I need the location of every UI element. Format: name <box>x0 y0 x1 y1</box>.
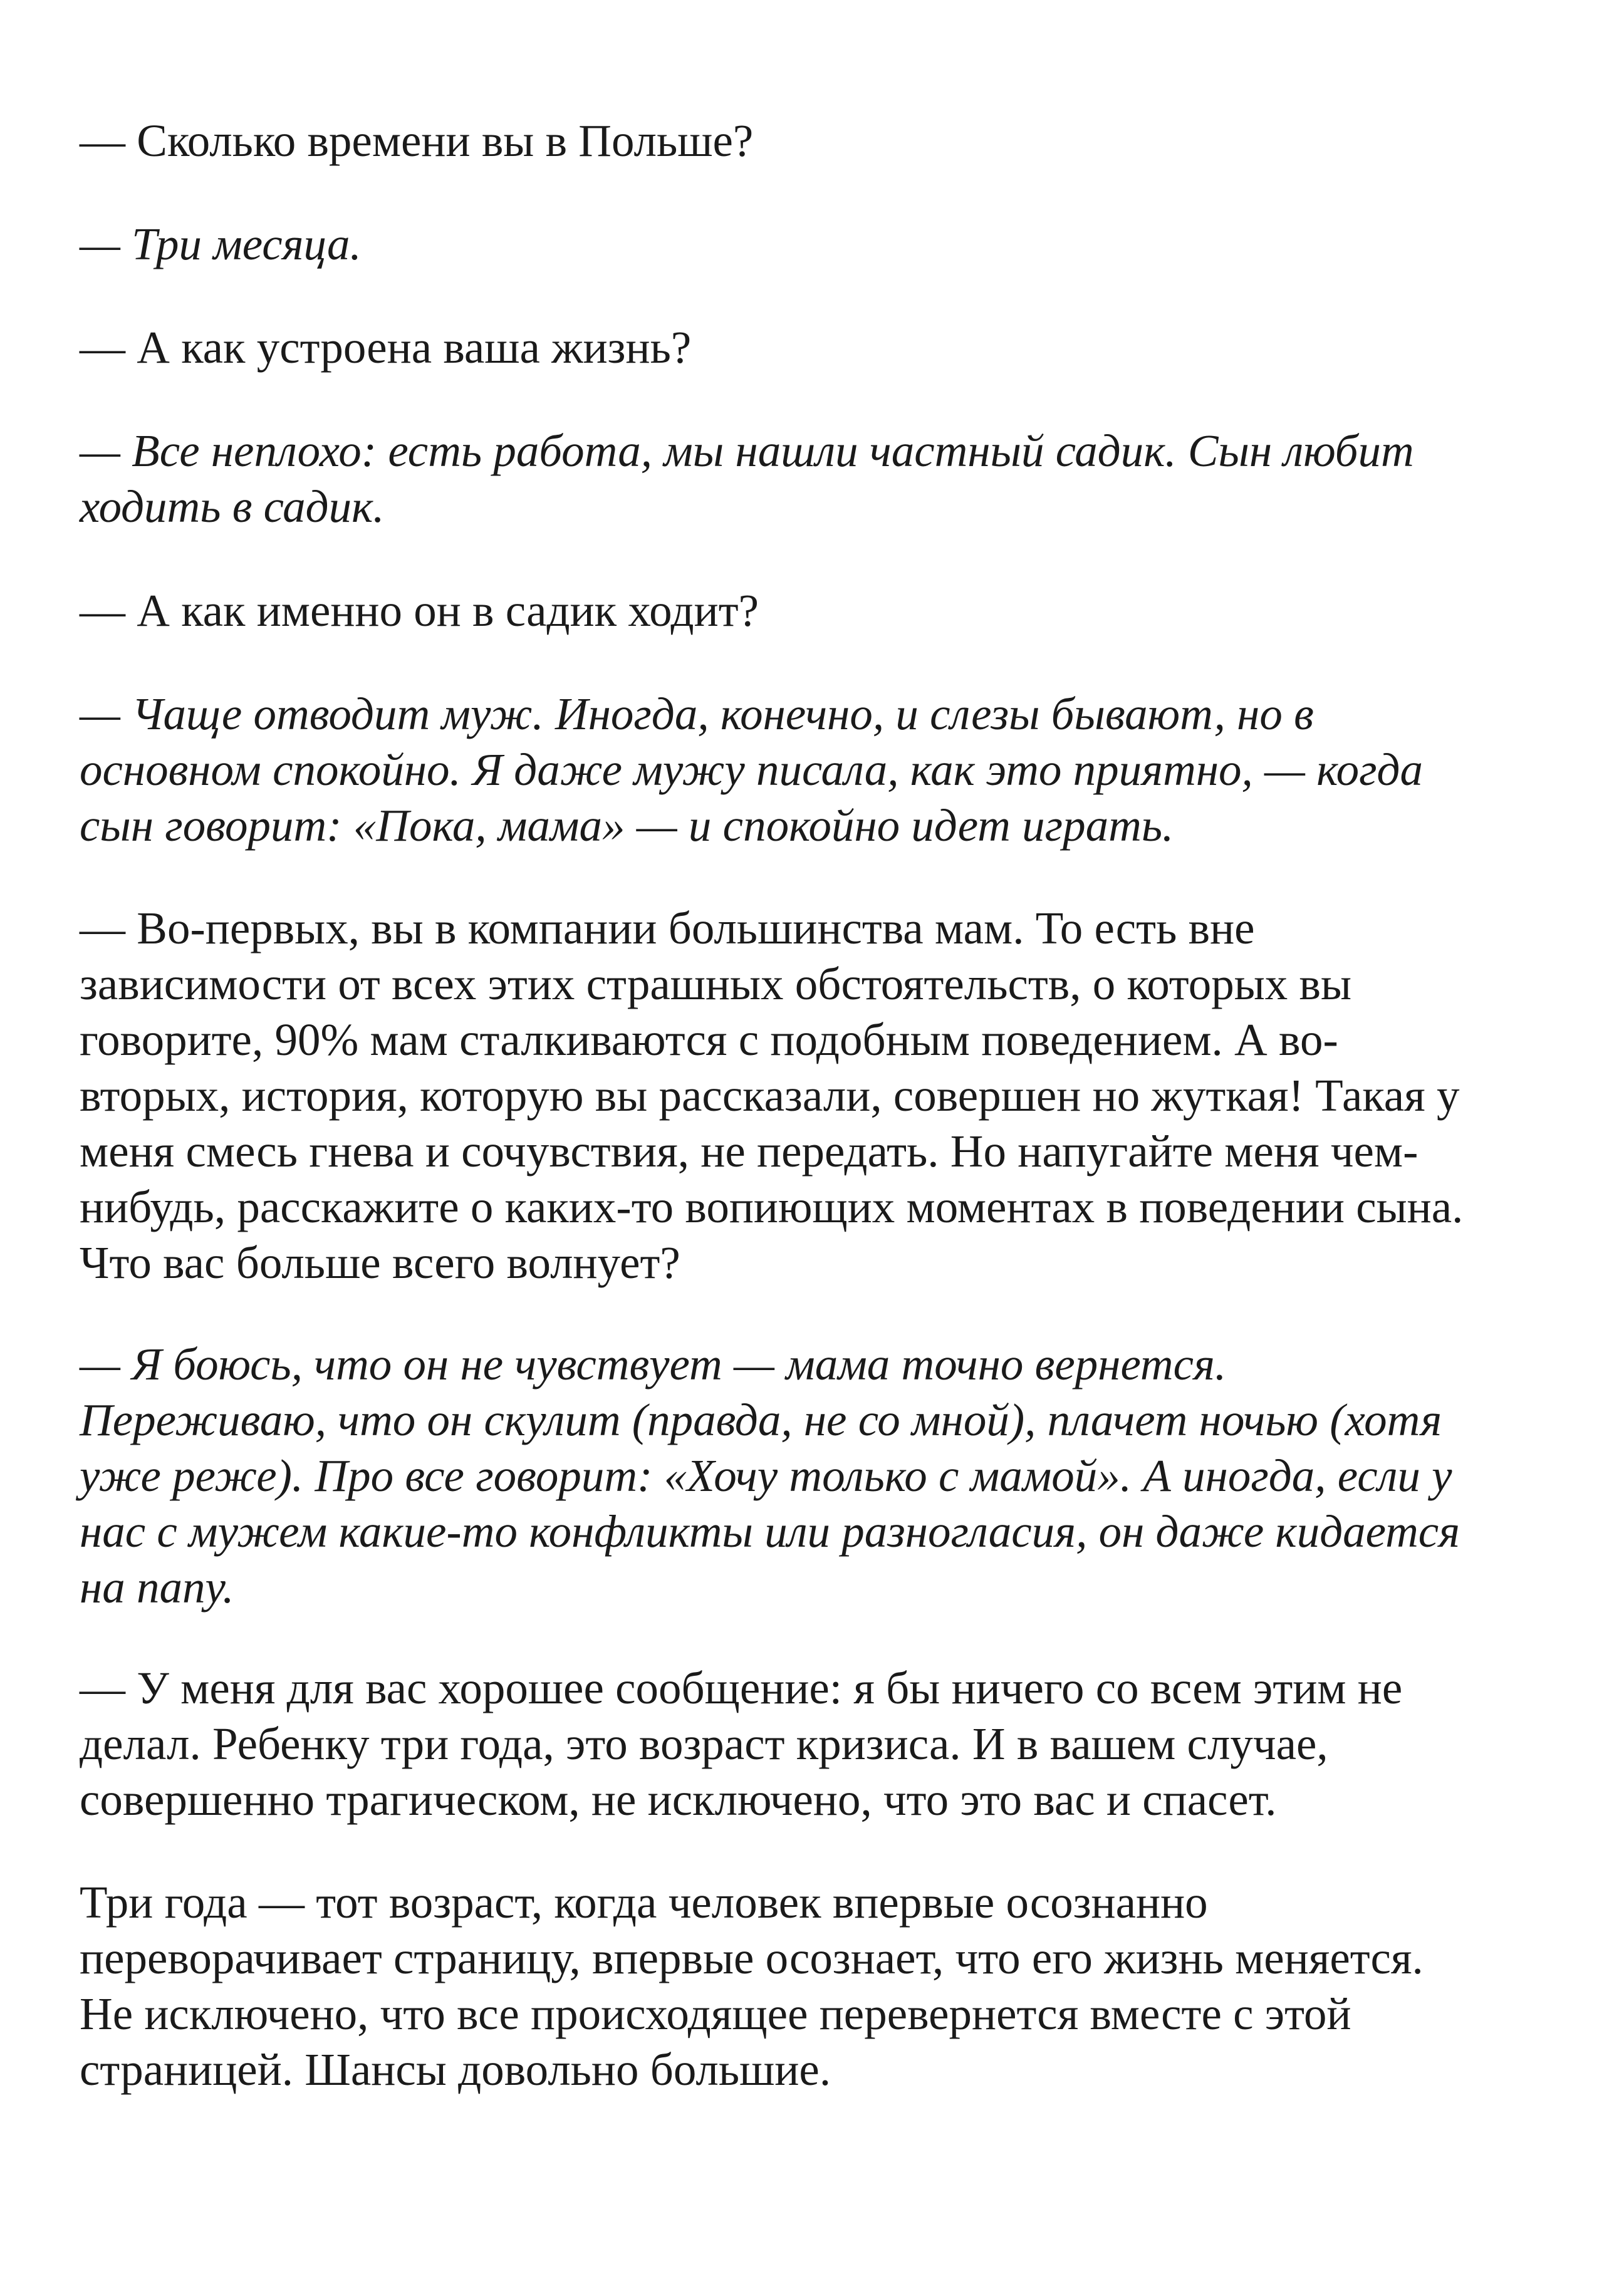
text-line: Что вас больше всего волнует? <box>80 1237 680 1288</box>
text-line: — А как устроена ваша жизнь? <box>80 322 692 373</box>
text-line: вторых, история, которую вы рассказали, совершен но жуткая! Такая у <box>80 1070 1460 1121</box>
paragraph-narration <box>80 1874 1558 2097</box>
paragraph-answer <box>80 1336 1558 1615</box>
text-line: меня смесь гнева и сочувствия, не передать. Но напугайте меня чем- <box>80 1126 1418 1177</box>
text-line: — Чаще отводит муж. Иногда, конечно, и слезы бывают, но в <box>80 688 1314 739</box>
paragraph-answer <box>80 216 1558 272</box>
text-line: — Три месяца. <box>80 219 362 269</box>
paragraph-question <box>80 900 1558 1291</box>
paragraph-answer <box>80 423 1558 534</box>
text-line: — Все неплохо: есть работа, мы нашли частный садик. Сын любит <box>80 425 1414 476</box>
text-line: сын говорит: «Пока, мама» — и спокойно идет играть. <box>80 800 1174 851</box>
paragraph-question <box>80 583 1558 638</box>
text-line: — Во-первых, вы в компании большинства мам. То есть вне <box>80 903 1255 953</box>
text-line: — Я боюсь, что он не чувствует — мама точно вернется. <box>80 1339 1227 1390</box>
text-line: уже реже). Про все говорит: «Хочу только с мамой». А иногда, если у <box>80 1450 1452 1501</box>
text-line: ходить в садик. <box>80 481 385 532</box>
text-line: делал. Ребенку три года, это возраст кризиса. И в вашем случае, <box>80 1718 1328 1769</box>
text-line: на папу. <box>80 1562 234 1613</box>
text-line: совершенно трагическом, не исключено, что это вас и спасет. <box>80 1774 1277 1825</box>
text-line: Не исключено, что все происходящее перевернется вместе с этой <box>80 1988 1351 2039</box>
text-line: нибудь, расскажите о каких-то вопиющих моментах в поведении сына. <box>80 1182 1464 1232</box>
text-line: нас с мужем какие-то конфликты или разногласия, он даже кидается <box>80 1506 1460 1557</box>
text-line: — А как именно он в садик ходит? <box>80 585 759 636</box>
paragraph-question <box>80 1660 1558 1827</box>
text-line: Три года — тот возраст, когда человек впервые осознанно <box>80 1877 1208 1928</box>
text-line: страницей. Шансы довольно большие. <box>80 2044 831 2095</box>
text-line: основном спокойно. Я даже мужу писала, как это приятно, — когда <box>80 744 1423 795</box>
paragraph-answer <box>80 686 1558 853</box>
text-line: Переживаю, что он скулит (правда, не со мной), плачет ночью (хотя <box>80 1395 1442 1445</box>
text-line: зависимости от всех этих страшных обстоятельств, о которых вы <box>80 958 1352 1009</box>
text-line: — У меня для вас хорошее сообщение: я бы ничего со всем этим не <box>80 1663 1403 1713</box>
text-line: переворачивает страницу, впервые осознает, что его жизнь меняется. <box>80 1933 1424 1983</box>
text-line: — Сколько времени вы в Польше? <box>80 115 754 166</box>
text-line: говорите, 90% мам сталкиваются с подобным поведением. А во- <box>80 1014 1338 1065</box>
paragraph-question <box>80 113 1558 169</box>
paragraph-question <box>80 319 1558 375</box>
